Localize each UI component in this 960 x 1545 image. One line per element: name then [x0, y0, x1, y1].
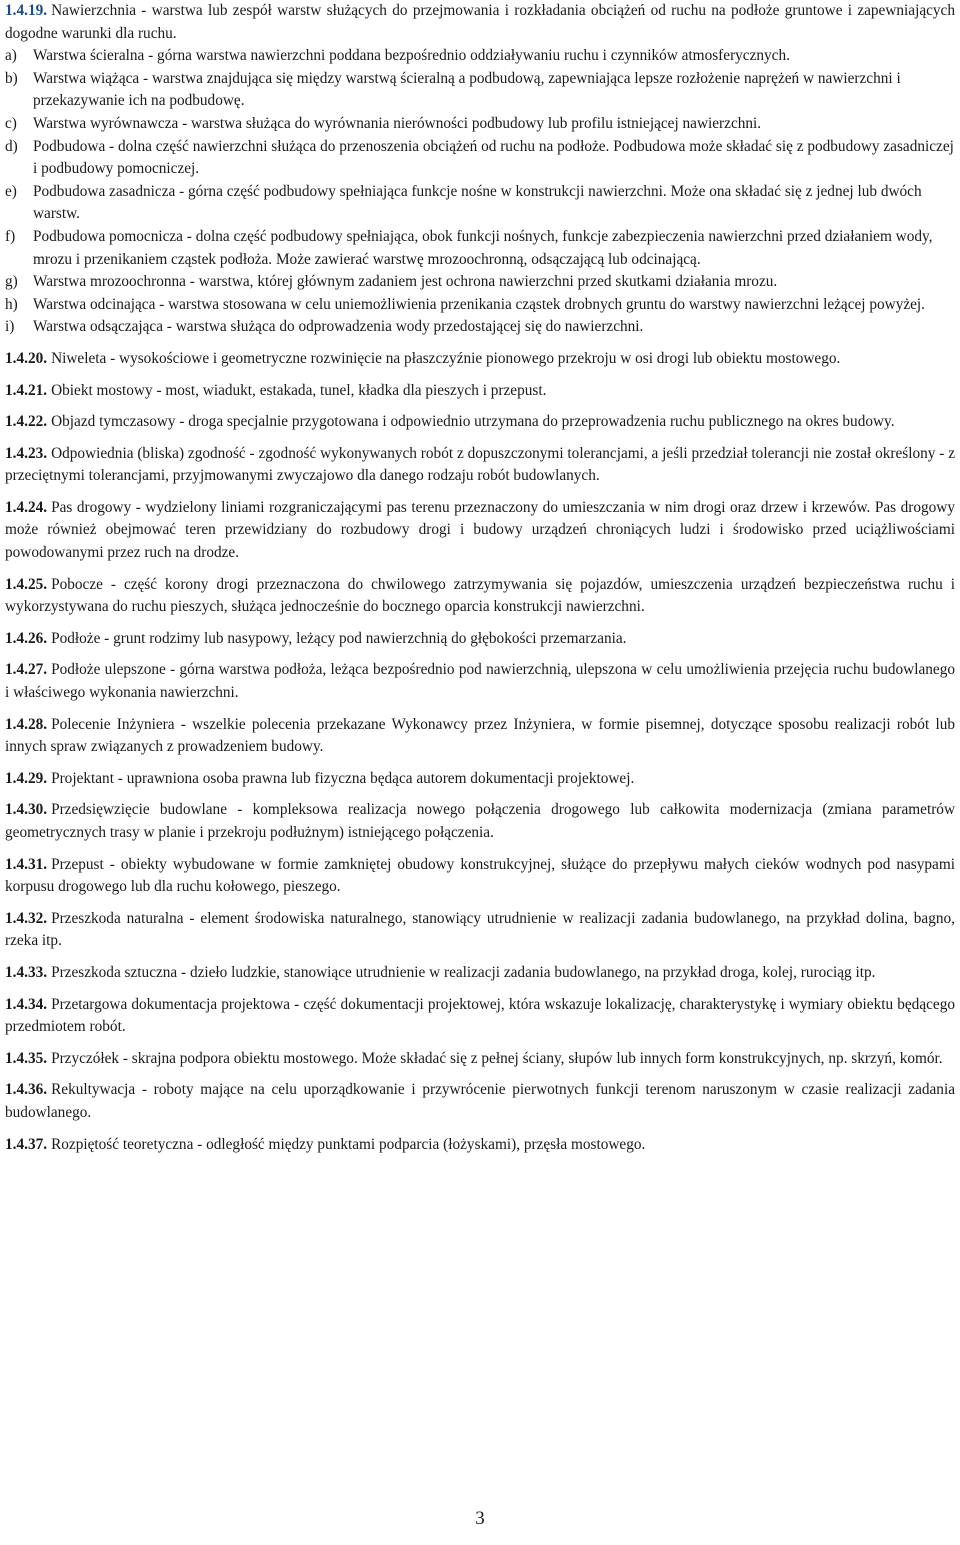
list-item — [5, 136, 955, 181]
definition-number: 1.4.31. — [5, 855, 48, 873]
definition-1-4-30 — [5, 799, 955, 844]
definition-number: 1.4.32. — [5, 909, 48, 927]
definition-1-4-36 — [5, 1079, 955, 1124]
list-item-text: Warstwa wiążąca - warstwa znajdująca się między warstwą ścieralną a podbudową, zapewniająca lepsze rozłożenie naprężeń w nawierzchni i przekazywanie ich na podbudowę. — [33, 69, 901, 110]
definition-text: Projektant - uprawniona osoba prawna lub fizyczna będąca autorem dokumentacji projektowej. — [51, 769, 635, 787]
definition-number: 1.4.25. — [5, 575, 48, 593]
definition-text: Podłoże ulepszone - górna warstwa podłoża, leżąca bezpośrednio pod nawierzchnią, ulepszona w celu umożliwienia przejęcia ruchu budowlanego i właściwego wykonania nawierzchni. — [5, 661, 955, 702]
list-item — [5, 113, 955, 136]
definition-number: 1.4.22. — [5, 413, 48, 431]
definition-1-4-22 — [5, 411, 955, 434]
definition-1-4-29 — [5, 768, 955, 791]
list-item-text: Warstwa odcinająca - warstwa stosowana w celu uniemożliwienia przenikania cząstek drobnych gruntu do warstwy nawierzchni leżącej powyżej. — [33, 295, 926, 313]
list-marker: e) — [5, 182, 17, 200]
definition-number: 1.4.29. — [5, 769, 48, 787]
definition-number: 1.4.21. — [5, 381, 48, 399]
definition-text: Podłoże - grunt rodzimy lub nasypowy, leżący pod nawierzchnią do głębokości przemarzania. — [51, 629, 627, 647]
list-item — [5, 226, 955, 271]
list-marker: i) — [5, 318, 15, 336]
list-item — [5, 271, 955, 294]
definition-text: Rekultywacja - roboty mające na celu uporządkowanie i przywrócenie pierwotnych funkcji terenom naruszonym w czasie realizacji zadania budowlanego. — [5, 1081, 955, 1121]
definition-number: 1.4.27. — [5, 661, 48, 679]
definition-number: 1.4.35. — [5, 1049, 48, 1067]
definition-text: Przedsięwzięcie budowlane - kompleksowa realizacja nowego połączenia drogowego lub całkowita modernizacja (zmiana parametrów geometrycznych trasy w planie i przekroju podłużnym) istniejącego połączenia. — [5, 801, 955, 841]
definition-text: Polecenie Inżyniera - wszelkie polecenia przekazane Wykonawcy przez Inżyniera, w formie pisemnej, dotyczące sposobu realizacji robót lub innych spraw związanych z prowadzeniem budowy. — [5, 715, 955, 756]
list-marker: g) — [5, 273, 18, 291]
list-marker: c) — [5, 114, 17, 132]
definition-1-4-27 — [5, 659, 955, 704]
definition-1-4-34 — [5, 994, 955, 1039]
definition-number: 1.4.34. — [5, 995, 48, 1013]
definition-text: Przyczółek - skrajna podpora obiektu mostowego. Może składać się z pełnej ściany, słupów lub innych form konstrukcyjnych, np. skrzyń, komór. — [51, 1049, 943, 1067]
definition-1-4-25 — [5, 574, 955, 619]
list-item-text: Warstwa ścieralna - górna warstwa nawierzchni poddana bezpośrednio oddziaływaniu ruchu i czynników atmosferycznych. — [33, 47, 790, 65]
definition-number: 1.4.36. — [5, 1081, 48, 1099]
list-marker: d) — [5, 137, 18, 155]
definition-1-4-31 — [5, 854, 955, 899]
definition-text: Objazd tymczasowy - droga specjalnie przygotowana i odpowiednio utrzymana do przeprowadzenia ruchu publicznego na okres budowy. — [51, 413, 895, 431]
definition-1-4-19 — [5, 0, 955, 45]
definition-1-4-33 — [5, 962, 955, 985]
list-item-text: Warstwa wyrównawcza - warstwa służąca do wyrównania nierówności podbudowy lub profilu istniejącej nawierzchni. — [33, 114, 762, 132]
definition-1-4-35 — [5, 1048, 955, 1071]
definition-text: Przeszkoda naturalna - element środowiska naturalnego, stanowiący utrudnienie w realizacji zadania budowlanego, na przykład dolina, bagno, rzeka itp. — [5, 909, 955, 950]
definition-text: Niweleta - wysokościowe i geometryczne rozwinięcie na płaszczyźnie pionowego przekroju w osi drogi lub obiektu mostowego. — [51, 349, 841, 367]
definition-text: Obiekt mostowy - most, wiadukt, estakada, tunel, kładka dla pieszych i przepust. — [51, 381, 547, 399]
list-marker: f) — [5, 227, 16, 245]
list-item — [5, 181, 955, 226]
list-item-text: Podbudowa - dolna część nawierzchni służąca do przenoszenia obciążeń od ruchu na podłoże. Podbudowa może składać się z podbudowy zasadniczej i podbudowy pomocniczej. — [33, 137, 954, 178]
list-marker: h) — [5, 295, 18, 313]
list-marker: a) — [5, 47, 17, 65]
definition-number: 1.4.33. — [5, 963, 48, 981]
list-item — [5, 45, 955, 68]
definition-text: Pobocze - część korony drogi przeznaczona do chwilowego zatrzymywania się pojazdów, umieszczenia urządzeń bezpieczeństwa ruchu i wykorzystywana do ruchu pieszych, służąca jednocześnie do bocznego oparcia konstrukcji nawierzchni. — [5, 575, 955, 616]
definition-1-4-26 — [5, 628, 955, 651]
definition-number: 1.4.26. — [5, 629, 48, 647]
definition-1-4-28 — [5, 714, 955, 759]
definition-1-4-20 — [5, 348, 955, 371]
definition-number: 1.4.24. — [5, 498, 48, 516]
list-item — [5, 294, 955, 317]
list-item-text: Podbudowa zasadnicza - górna część podbudowy spełniająca funkcje nośne w konstrukcji nawierzchni. Może ona składać się z jednej lub dwóch warstw. — [33, 182, 922, 223]
definition-text: Rozpiętość teoretyczna - odległość między punktami podparcia (łożyskami), przęsła mostowego. — [51, 1135, 646, 1153]
definition-number: 1.4.23. — [5, 444, 48, 462]
definition-number: 1.4.30. — [5, 801, 48, 819]
definition-text: Pas drogowy - wydzielony liniami rozgraniczającymi pas terenu przeznaczony do umieszczania w nim drogi oraz drzew i krzewów. Pas drogowy może również obejmować teren przewidziany do rozbudowy drogi i budowy urządzeń chroniących ludzi i środowisko przed uciążliwościami powodowanymi przez ruch na drodze. — [5, 498, 955, 562]
definition-number: 1.4.37. — [5, 1135, 48, 1153]
definition-text: Nawierzchnia - warstwa lub zespół warstw służących do przejmowania i rozkładania obciążeń od ruchu na podłoże gruntowe i zapewniających dogodne warunki dla ruchu. — [5, 2, 955, 42]
definition-text: Przeszkoda sztuczna - dzieło ludzkie, stanowiące utrudnienie w realizacji zadania budowlanego, na przykład droga, kolej, rurociąg itp. — [51, 963, 876, 981]
sublist-nawierzchnia — [5, 45, 955, 339]
document-page — [5, 0, 955, 1156]
definition-1-4-21 — [5, 380, 955, 403]
page-number: 3 — [475, 1508, 485, 1529]
definition-text: Odpowiednia (bliska) zgodność - zgodność wykonywanych robót z dopuszczonymi tolerancjami, a jeśli przedział tolerancji nie został określony - z przeciętnymi tolerancjami, przyjmowanymi zwyczajowo dla danego rodzaju robót budowlanych. — [5, 444, 955, 485]
definition-1-4-24 — [5, 497, 955, 565]
list-marker: b) — [5, 69, 18, 87]
list-item-text: Warstwa odsączająca - warstwa służąca do odprowadzenia wody przedostającej się do nawierzchni. — [33, 318, 644, 336]
definition-text: Przepust - obiekty wybudowane w formie zamkniętej obudowy konstrukcyjnej, służące do przepływu małych cieków wodnych pod nasypami korpusu drogowego lub dla ruchu kołowego, pieszego. — [5, 855, 955, 896]
definition-number: 1.4.20. — [5, 349, 48, 367]
list-item — [5, 316, 955, 339]
list-item — [5, 68, 955, 113]
definition-number: 1.4.19. — [5, 2, 48, 19]
definition-1-4-37 — [5, 1134, 955, 1157]
definition-text: Przetargowa dokumentacja projektowa - część dokumentacji projektowej, która wskazuje lokalizację, charakterystykę i wymiary obiektu będącego przedmiotem robót. — [5, 995, 955, 1036]
definition-number: 1.4.28. — [5, 715, 48, 733]
list-item-text: Warstwa mrozoochronna - warstwa, której głównym zadaniem jest ochrona nawierzchni przed skutkami działania mrozu. — [33, 273, 778, 291]
definition-1-4-23 — [5, 443, 955, 488]
definition-1-4-32 — [5, 908, 955, 953]
list-item-text: Podbudowa pomocnicza - dolna część podbudowy spełniająca, obok funkcji nośnych, funkcje zabezpieczenia nawierzchni przed działaniem wody, mrozu i przenikaniem cząstek podłoża. Może zawierać warstwę mrozoochronną, odsączającą lub odcinającą. — [33, 227, 933, 268]
